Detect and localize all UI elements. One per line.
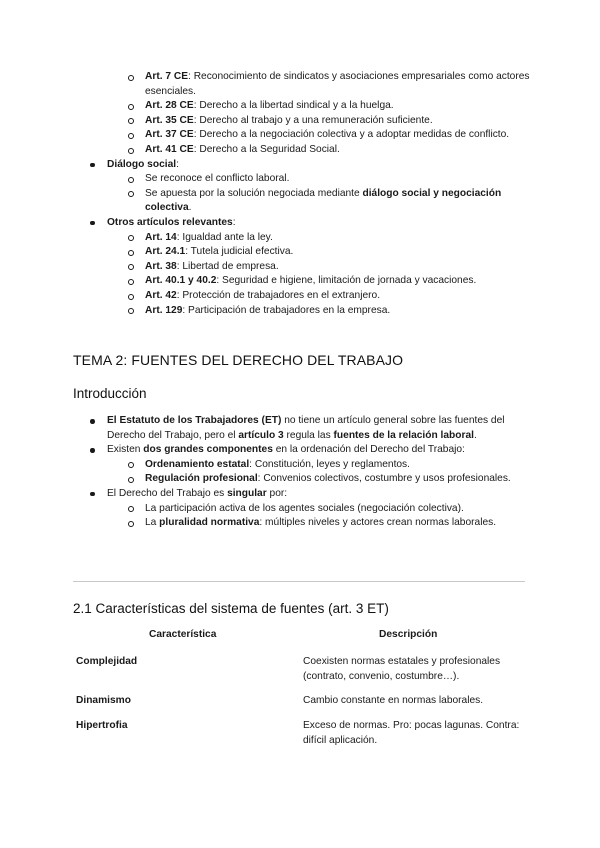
list-item: El Derecho del Trabajo es singular por: La participación activa de los agentes sociales (negociación colectiva). La pluralidad normativa: múltiples niveles y actores crean normas laborales. <box>73 487 533 531</box>
constitution-articles-block <box>73 70 533 318</box>
list-item: Art. 41 CE: Derecho a la Seguridad Social. <box>73 143 533 158</box>
table-cell-value: Cambio constante en normas laborales. <box>303 695 484 706</box>
list-item: Art. 37 CE: Derecho a la negociación colectiva y a adoptar medidas de conflicto. <box>73 128 533 143</box>
list-item: Art. 35 CE: Derecho al trabajo y a una remuneración suficiente. <box>73 114 533 129</box>
table-cell-key: Complejidad <box>76 656 138 667</box>
list-item: Art. 7 CE: Reconocimiento de sindicatos y asociaciones empresariales como actores esenciales. <box>73 70 533 99</box>
tema-title: TEMA 2: FUENTES DEL DERECHO DEL TRABAJO <box>73 352 404 368</box>
list-item: Art. 129: Participación de trabajadores en la empresa. <box>73 304 533 319</box>
list-item: Art. 38: Libertad de empresa. <box>73 260 533 275</box>
table-cell-value: Coexisten normas estatales y profesionales (contrato, convenio, costumbre…). <box>303 656 501 682</box>
intro-list <box>73 414 533 531</box>
list-item: Existen dos grandes componentes en la ordenación del Derecho del Trabajo: Ordenamiento estatal: Constitución, leyes y reglamentos. Regulación profesional: Convenios colectivos, costumbre y usos profesionales. <box>73 443 533 487</box>
list-item: La pluralidad normativa: múltiples niveles y actores crean normas laborales. <box>73 516 533 531</box>
table-cell-key: Hipertrofia <box>76 720 128 731</box>
table-header-caracteristica: Característica <box>149 629 217 640</box>
list-item: Diálogo social: Se reconoce el conflicto laboral. Se apuesta por la solución negociada mediante diálogo social y negociación colectiva. <box>73 158 533 216</box>
intro-block <box>73 414 533 531</box>
list-item: El Estatuto de los Trabajadores (ET) no tiene un artículo general sobre las fuentes del Derecho del Trabajo, pero el artículo 3 regula las fuentes de la relación laboral. <box>73 414 533 443</box>
list-item: Otros artículos relevantes: Art. 14: Igualdad ante la ley. Art. 24.1: Tutela judicial efectiva. Art. 38: Libertad de empresa. Art. 40.1 y 40.2: Seguridad e higiene, limitación de jornada y vacaciones. Art. 42: Protección de trabajadores en el extranjero. Art. 129: Participación de trabajadores en la empresa. <box>73 216 533 318</box>
articles-sublist <box>73 70 533 158</box>
list-item: Se apuesta por la solución negociada mediante diálogo social y negociación colectiva. <box>73 187 533 216</box>
list-item: Regulación profesional: Convenios colectivos, costumbre y usos profesionales. <box>73 472 533 487</box>
section-heading: 2.1 Características del sistema de fuentes (art. 3 ET) <box>73 601 389 616</box>
table-header-descripcion: Descripción <box>379 629 438 640</box>
table-cell-key: Dinamismo <box>76 695 131 706</box>
table-cell-value: Exceso de normas. Pro: pocas lagunas. Contra: difícil aplicación. <box>303 720 520 746</box>
list-item: La participación activa de los agentes sociales (negociación colectiva). <box>73 502 533 517</box>
section-divider <box>73 581 525 582</box>
intro-heading: Introducción <box>73 386 147 401</box>
list-item: Art. 14: Igualdad ante la ley. <box>73 231 533 246</box>
list-item: Ordenamiento estatal: Constitución, leyes y reglamentos. <box>73 458 533 473</box>
list-item: Se reconoce el conflicto laboral. <box>73 172 533 187</box>
list-item: Art. 24.1: Tutela judicial efectiva. <box>73 245 533 260</box>
list-item: Art. 28 CE: Derecho a la libertad sindical y a la huelga. <box>73 99 533 114</box>
dialogo-social-list <box>73 158 533 319</box>
list-item: Art. 40.1 y 40.2: Seguridad e higiene, limitación de jornada y vacaciones. <box>73 274 533 289</box>
list-item: Art. 42: Protección de trabajadores en el extranjero. <box>73 289 533 304</box>
